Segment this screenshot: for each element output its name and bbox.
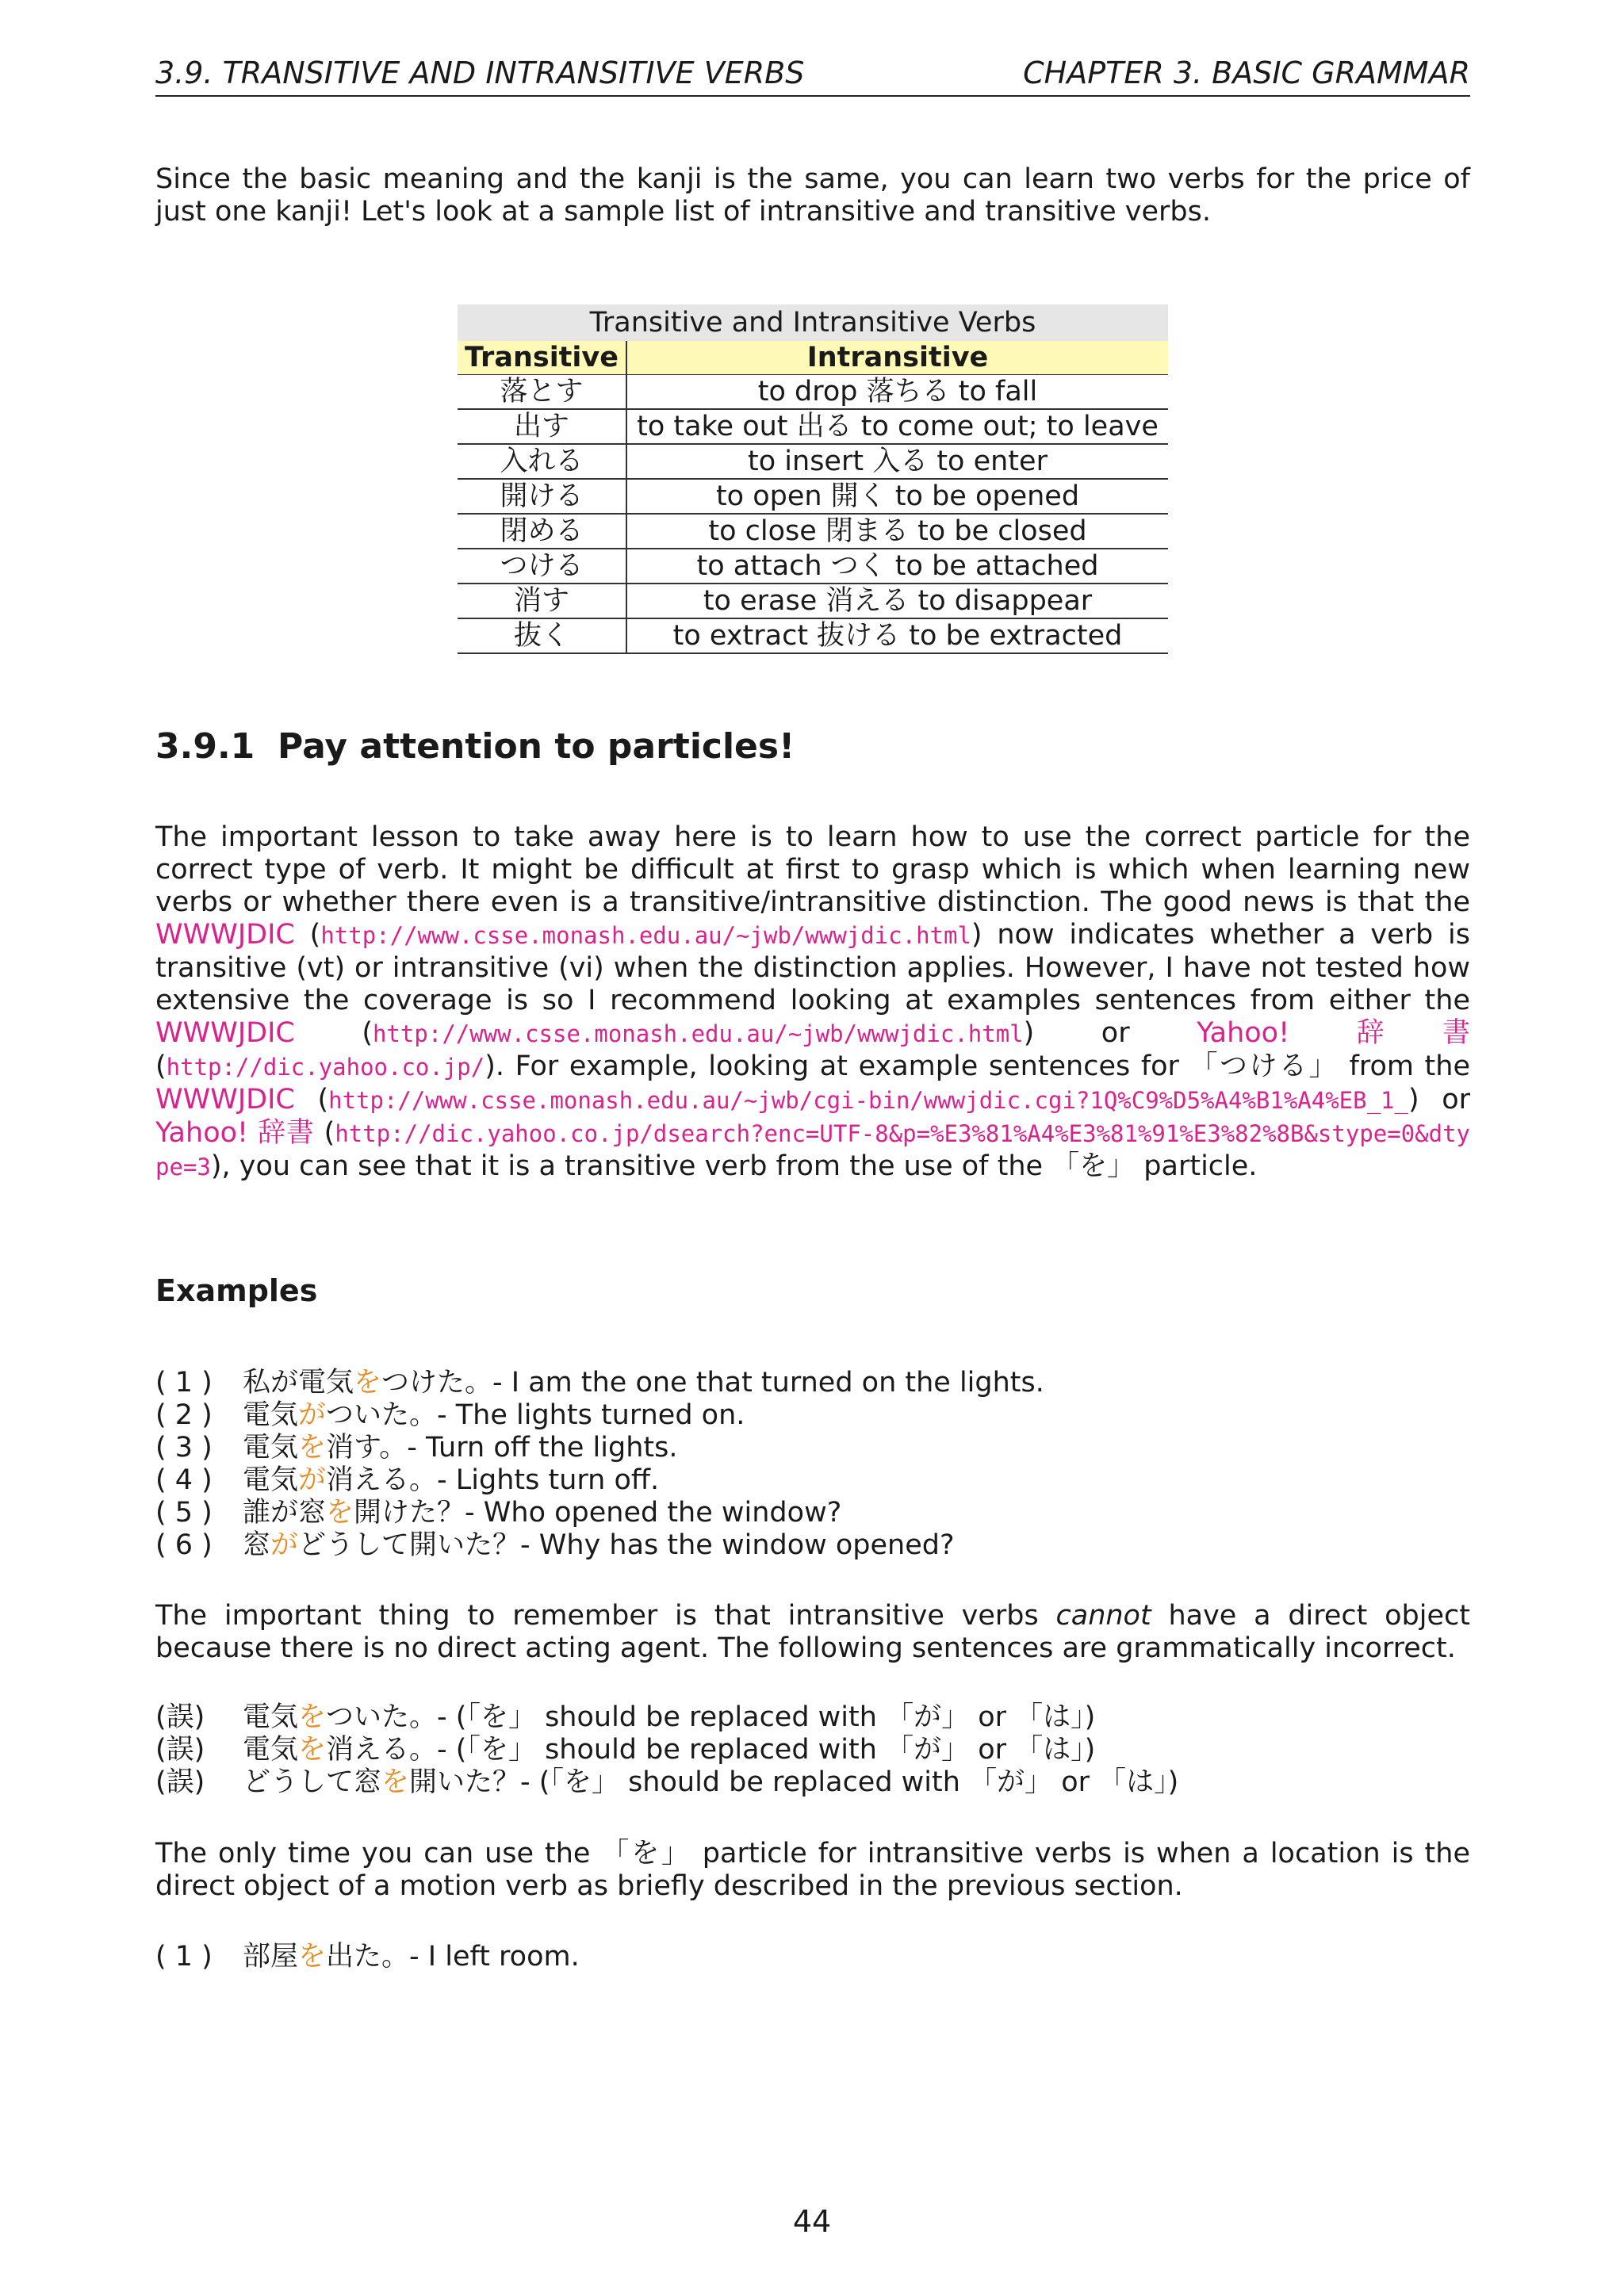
table-row (458, 375, 1168, 410)
text: 部屋 (243, 1941, 299, 1973)
table-row (458, 444, 1168, 479)
examples-list (155, 1367, 1470, 1562)
cell-transitive: 抜く (458, 618, 626, 653)
particle: を (298, 1432, 327, 1464)
cell-intransitive: to open 開く to be opened (626, 479, 1168, 514)
particle: が (270, 1529, 299, 1561)
final-example-list (155, 1941, 1470, 1973)
cell-intransitive: to attach つく to be attached (626, 549, 1168, 584)
text: 出た。- I left room. (326, 1941, 580, 1973)
wwwjdic-link[interactable]: WWWJDIC (155, 1084, 295, 1115)
text: The important lesson to take away here is to learn how to use the correct particle for the correct type of verb. It might be difficult at first to grasp which is which when learning new verbs or whether there even is a transitive/intransitive distinction. The good news is that the (155, 821, 1470, 918)
cell-intransitive: to insert 入る to enter (626, 444, 1168, 479)
text: ( (314, 1117, 335, 1149)
list-item (155, 1766, 1470, 1799)
example-number: ( 4 ) (155, 1464, 213, 1496)
list-item (155, 1497, 1470, 1529)
list-item (155, 1432, 1470, 1464)
text: ) or (1408, 1084, 1470, 1115)
examples-heading: Examples (155, 1273, 318, 1308)
example-number: ( 5 ) (155, 1497, 213, 1529)
table-row (458, 514, 1168, 549)
table-row (458, 584, 1168, 618)
text: ). For example, looking at example sentences for 「つける」 from the (485, 1050, 1470, 1082)
text: 電気 (243, 1701, 299, 1733)
list-item (155, 1734, 1470, 1766)
header-section: 3.9. TRANSITIVE AND INTRANSITIVE VERBS (155, 55, 805, 90)
example-number: ( 1 ) (155, 1367, 213, 1399)
example-number: ( 3 ) (155, 1432, 213, 1464)
list-item (155, 1399, 1470, 1432)
text: ( (155, 1050, 167, 1082)
list-item (155, 1464, 1470, 1497)
cell-intransitive: to extract 抜ける to be extracted (626, 618, 1168, 653)
text: どうして窓 (243, 1766, 382, 1798)
table-row (458, 479, 1168, 514)
text: ) or (1023, 1017, 1197, 1049)
intro-paragraph: Since the basic meaning and the kanji is the same, you can learn two verbs for the price of just one kanji! Let's look at a sample list of intransitive and transitive verbs. (155, 163, 1470, 228)
text: ついた。- (「を」 should be replaced with 「が」 or 「は」) (326, 1701, 1096, 1733)
wwwjdic-link[interactable]: WWWJDIC (155, 1017, 295, 1049)
example-number: ( 6 ) (155, 1529, 213, 1561)
text: ), you can see that it is a transitive verb from the use of the 「を」 particle. (210, 1150, 1258, 1182)
url-link[interactable]: http://www.csse.monash.edu.au/~jwb/cgi-bin/wwwjdic.cgi?1Q%C9%D5%A4%B1%A4%EB_1_ (328, 1087, 1408, 1114)
list-item (155, 1367, 1470, 1399)
text: 電気 (243, 1432, 299, 1464)
list-item (155, 1941, 1470, 1973)
particle: を (298, 1734, 327, 1766)
incorrect-marker: (誤) (155, 1766, 205, 1798)
text: 消す。- Turn off the lights. (326, 1432, 678, 1464)
url-link[interactable]: http://www.csse.monash.edu.au/~jwb/wwwjdic.html (373, 1020, 1024, 1047)
text: ( (294, 1084, 329, 1115)
location-paragraph: The only time you can use the 「を」 particle for intransitive verbs is when a location is the direct object of a motion verb as briefly described in the previous section. (155, 1838, 1470, 1902)
cell-intransitive: to close 閉まる to be closed (626, 514, 1168, 549)
header-chapter: CHAPTER 3. BASIC GRAMMAR (1023, 55, 1470, 90)
text: The important thing to remember is that intransitive verbs (155, 1600, 1056, 1632)
table-row (458, 409, 1168, 444)
incorrect-marker: (誤) (155, 1734, 205, 1766)
col-header-intransitive: Intransitive (626, 341, 1168, 375)
url-link[interactable]: http://dic.yahoo.co.jp/ (166, 1054, 485, 1081)
text: 誰が窓 (243, 1497, 327, 1529)
text: 開けた？- Who opened the window? (354, 1497, 842, 1529)
page-number: 44 (792, 2204, 832, 2239)
cell-transitive: 入れる (458, 444, 626, 479)
list-item (155, 1701, 1470, 1734)
particles-paragraph (155, 821, 1470, 1184)
section-heading (155, 726, 795, 767)
list-item (155, 1529, 1470, 1562)
particle: を (298, 1701, 327, 1733)
particle: を (354, 1367, 382, 1399)
yahoo-jisho-link[interactable]: Yahoo! 辞書 (1197, 1017, 1470, 1049)
text: 電気 (243, 1464, 299, 1496)
cell-intransitive: to take out 出る to come out; to leave (626, 409, 1168, 444)
text: ( (294, 919, 321, 951)
table-row (458, 549, 1168, 584)
table-row (458, 618, 1168, 653)
text: have a direct object because there is no direct acting agent. The following sentences are grammatically incorrect. (155, 1600, 1470, 1664)
incorrect-marker: (誤) (155, 1701, 205, 1733)
emphasis: cannot (1055, 1600, 1151, 1632)
incorrect-list (155, 1701, 1470, 1799)
text: 窓 (243, 1529, 271, 1561)
particle: を (381, 1766, 410, 1798)
wwwjdic-link[interactable]: WWWJDIC (155, 919, 295, 951)
example-number: ( 1 ) (155, 1941, 213, 1973)
text: どうして開いた？- Why has the window opened? (298, 1529, 955, 1561)
section-number: 3.9.1 (155, 726, 255, 767)
cell-transitive: つける (458, 549, 626, 584)
text: ( (294, 1017, 373, 1049)
text: つけた。- I am the one that turned on the lights. (381, 1367, 1044, 1399)
cell-intransitive: to erase 消える to disappear (626, 584, 1168, 618)
cannot-paragraph (155, 1600, 1470, 1665)
yahoo-jisho-link[interactable]: Yahoo! 辞書 (155, 1117, 315, 1149)
cell-transitive: 消す (458, 584, 626, 618)
text: 電気 (243, 1734, 299, 1766)
text: ついた。- The lights turned on. (326, 1399, 745, 1431)
text: ) now indicates whether a verb is transitive (vt) or intransitive (vi) when the distinction applies. However, I have not tested how extensive the coverage is so I recommend looking at examples sentences from either the (155, 919, 1471, 1016)
table-caption: Transitive and Intransitive Verbs (458, 304, 1168, 341)
text: 消える。- Lights turn off. (326, 1464, 660, 1496)
particle: が (298, 1399, 327, 1431)
cell-intransitive: to drop 落ちる to fall (626, 375, 1168, 410)
running-header (155, 51, 1470, 97)
example-number: ( 2 ) (155, 1399, 213, 1431)
url-link[interactable]: http://dic.yahoo.co.jp/dsearch?enc=UTF-8&p=%E3%81%A4%E3%81%91%E3%82%8B&stype=0&dtype=3 (155, 1120, 1470, 1181)
text: 消える。- (「を」 should be replaced with 「が」 or 「は」) (326, 1734, 1096, 1766)
particle: を (298, 1941, 327, 1973)
text: 私が電気 (243, 1367, 354, 1399)
particle: を (326, 1497, 354, 1529)
cell-transitive: 閉める (458, 514, 626, 549)
text: 電気 (243, 1399, 299, 1431)
cell-transitive: 出す (458, 409, 626, 444)
url-link[interactable]: http://www.csse.monash.edu.au/~jwb/wwwjdic.html (320, 922, 971, 949)
text: 開いた？- (「を」 should be replaced with 「が」 or 「は」) (409, 1766, 1179, 1798)
particle: が (298, 1464, 327, 1496)
section-title: Pay attention to particles! (278, 726, 795, 767)
cell-transitive: 開ける (458, 479, 626, 514)
col-header-transitive: Transitive (458, 341, 626, 375)
verbs-table (458, 304, 1168, 654)
cell-transitive: 落とす (458, 375, 626, 410)
